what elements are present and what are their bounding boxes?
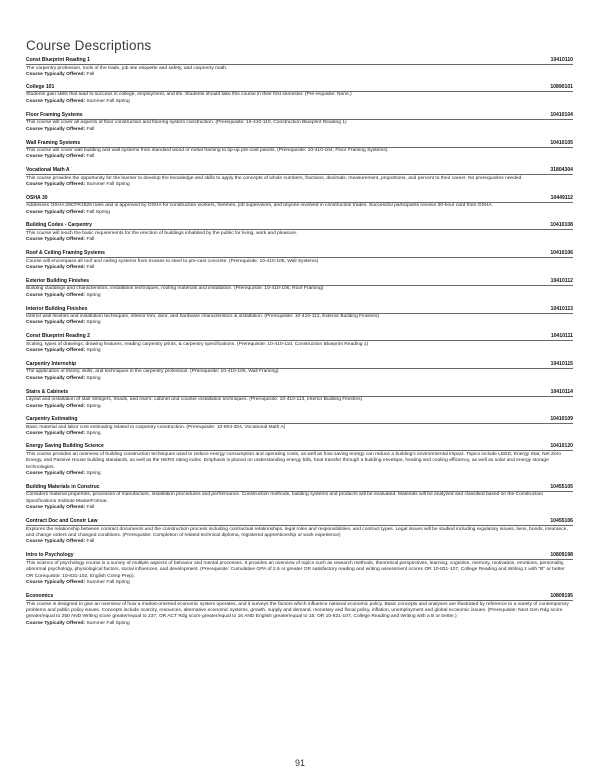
course-header xyxy=(26,389,573,396)
course-description: Layout and installation of stair stringers, treads, and risers; cabinet and counter installation techniques. (Prerequisite: 10-410-113, Interior Building Finishes) xyxy=(26,397,363,403)
course-description: This course will cover wall building and wall systems from standard wood or metal framing to tip-up pre-cast panels. (Prerequisite: 10-410-104, Floor Framing Systems) xyxy=(26,148,388,154)
offered-terms: Spring xyxy=(86,403,101,409)
course-entry xyxy=(26,167,573,188)
course-entry xyxy=(26,443,573,477)
course-header xyxy=(26,84,573,91)
course-header xyxy=(26,278,573,285)
course-header xyxy=(26,195,573,202)
course-title: Carpentry Internship xyxy=(26,360,77,367)
course-code: 10449112 xyxy=(550,194,573,201)
course-code: 10410112 xyxy=(550,277,573,284)
course-title: Stairs & Cabinets xyxy=(26,388,69,395)
course-title: Roof & Ceiling Framing Systems xyxy=(26,250,105,257)
course-code: 10410109 xyxy=(550,416,573,423)
offered-terms: Summer Fall Spring xyxy=(86,98,130,104)
course-description: Scaling, types of drawings, drawing features, reading carpentry prints, & carpentry specifications. (Prerequisite: 10-410-110, Construction Blueprint Reading 1) xyxy=(26,341,369,347)
course-code: 10410105 xyxy=(550,139,573,146)
course-description: Students gain skills that lead to success in college, employment, and life. Students should take this course in their first semester. (Pre-requisite: None.) xyxy=(26,92,352,98)
course-header xyxy=(26,306,573,313)
course-title: Interior Building Finishes xyxy=(26,305,88,312)
course-offered xyxy=(26,72,573,78)
course-code: 10410114 xyxy=(550,388,573,395)
course-code: 10410115 xyxy=(550,360,573,367)
offered-terms: Spring xyxy=(86,470,101,476)
course-offered xyxy=(26,182,573,188)
offered-terms: Fall xyxy=(86,505,95,511)
course-description: Course will encompass all roof and ceiling systems from trusses to steel to pre-cast concrete. (Prerequisite: 10-410-105, Wall Systems) xyxy=(26,258,319,264)
course-offered xyxy=(26,237,573,243)
offered-terms: Fall xyxy=(86,237,95,243)
course-title: Const Blueprint Reading 1 xyxy=(26,57,90,63)
offered-label: Course Typically Offered: xyxy=(26,470,86,476)
course-description: This course will cover all aspects of floor construction and flooring system construction. (Prerequisite: 10-410-110, Construction Blueprint Reading 1) xyxy=(26,120,347,126)
page-number: 91 xyxy=(294,758,305,768)
course-title: Building Codes - Carpentry xyxy=(26,222,92,229)
course-offered xyxy=(26,404,573,410)
course-code: 10410111 xyxy=(550,333,573,340)
course-entry xyxy=(26,518,573,546)
course-title: Exterior Building Finishes xyxy=(26,277,90,284)
course-entry xyxy=(26,112,573,133)
offered-label: Course Typically Offered: xyxy=(26,209,86,215)
offered-terms: Fall xyxy=(86,71,95,77)
course-header xyxy=(26,593,573,600)
course-header xyxy=(26,140,573,147)
course-code: 10455105 xyxy=(550,483,573,490)
offered-label: Course Typically Offered: xyxy=(26,265,86,271)
offered-label: Course Typically Offered: xyxy=(26,182,86,188)
offered-terms: Spring xyxy=(86,431,101,437)
course-entry xyxy=(26,416,573,437)
course-offered xyxy=(26,621,573,627)
course-entry xyxy=(26,250,573,271)
course-entry xyxy=(26,389,573,410)
course-offered xyxy=(26,505,573,511)
offered-terms: Summer Fall Spring xyxy=(86,580,130,586)
offered-label: Course Typically Offered: xyxy=(26,403,86,409)
course-offered xyxy=(26,293,573,299)
course-offered xyxy=(26,471,573,477)
course-code: 10410104 xyxy=(550,111,573,118)
course-entry xyxy=(26,333,573,354)
course-entry xyxy=(26,195,573,216)
course-description: Addresses OSHA 29CFR1926 rules and is approved by OSHA for construction workers, foremen, job supervisors, and anyone involved in construction trades. Successful participants receive 30-hour card from OSHA. xyxy=(26,203,494,209)
course-code: 10410120 xyxy=(550,443,573,450)
course-offered xyxy=(26,210,573,216)
course-offered xyxy=(26,348,573,354)
course-code: 10890101 xyxy=(550,83,573,90)
course-offered xyxy=(26,99,573,105)
course-entry xyxy=(26,57,573,78)
course-title: Floor Framing Systems xyxy=(26,111,83,118)
offered-terms: Spring xyxy=(86,292,101,298)
course-title: Building Materials in Construc xyxy=(26,483,100,490)
offered-terms: Spring xyxy=(86,320,101,326)
course-header xyxy=(26,443,573,450)
course-entry xyxy=(26,306,573,327)
offered-label: Course Typically Offered: xyxy=(26,375,86,381)
offered-label: Course Typically Offered: xyxy=(26,126,86,132)
course-code: 10410106 xyxy=(550,250,573,257)
course-header xyxy=(26,57,573,64)
course-code: 10809198 xyxy=(550,552,573,559)
course-entry xyxy=(26,278,573,299)
course-entry xyxy=(26,552,573,586)
course-code: 10410110 xyxy=(550,57,573,63)
course-title: Wall Framing Systems xyxy=(26,139,81,146)
course-offered xyxy=(26,376,573,382)
course-entry xyxy=(26,484,573,512)
course-offered xyxy=(26,431,573,437)
course-description: Interior wall finishes and installation techniques, interior trim, door, and hardware characteristics & installation. (Prerequisite: 10-410-112, Exterior Building Finishes) xyxy=(26,314,380,320)
offered-label: Course Typically Offered: xyxy=(26,71,86,77)
course-entry xyxy=(26,222,573,243)
course-title: Vocational Math A xyxy=(26,167,70,174)
course-description: Building claddings and characteristics, installation techniques, roofing materials and installation. (Prerequisite: 10-410-106, Roof Framing) xyxy=(26,286,324,292)
course-title: Contract Doc and Constr Law xyxy=(26,518,98,525)
course-header xyxy=(26,484,573,491)
course-description: The application of theory, skills, and techniques in the carpentry profession. (Prerequisite: 10-410-105, Wall Framing) xyxy=(26,369,279,375)
course-description: This science of psychology course is a survey of multiple aspects of behavior and mental processes. It provides an overview of topics such as research methods, theoretical perspectives, learning, cognition, memory, motivation, emotions, personality, abnormal psychology, physiological factors, social influences, and development. (Prerequisite: Cumulative GPA of 2.6 or greater OR satisfactory reading and writing assessment scores OR 10-831-107, College Reading and Writing 1 with "B" or better OR Corequisite: 10-831-102, English Comp Prep). xyxy=(26,560,565,579)
offered-label: Course Typically Offered: xyxy=(26,580,86,586)
offered-label: Course Typically Offered: xyxy=(26,237,86,243)
offered-terms: Fall xyxy=(86,539,95,545)
course-header xyxy=(26,361,573,368)
course-header xyxy=(26,250,573,257)
offered-label: Course Typically Offered: xyxy=(26,539,86,545)
course-code: 10410108 xyxy=(550,222,573,229)
offered-terms: Summer Fall Spring xyxy=(86,620,130,626)
course-description: This course will teach the basic requirements for the erection of buildings inhabited by the public for living, work and pleasure. xyxy=(26,230,298,236)
offered-label: Course Typically Offered: xyxy=(26,292,86,298)
course-code: 31804304 xyxy=(550,167,573,174)
course-offered xyxy=(26,127,573,133)
course-description: This course is designed to give an overview of how a market-oriented economic system operates, and it surveys the factors which influence national economic policy. Basic concepts and analyses are illustrated by reference to a variety of contemporary problems and public policy issues. Concepts include scarcity, resources, alternative economic systems, growth, supply and demand, monetary and fiscal policy, inflation, unemployment and global economic issues. (Prerequisite: Next Gen Rdg score greater/equal to 250 AND Writing score greater/equal to 237, OR ACT Rdg score greater/equal to 16 AND English greater/equal to 15; OR 10-831-107, College Reading and Writing with a B or better.) xyxy=(26,601,569,620)
offered-terms: Spring xyxy=(86,348,101,354)
course-offered xyxy=(26,154,573,160)
course-title: Const Blueprint Reading 2 xyxy=(26,333,90,340)
course-code: 10410113 xyxy=(550,305,573,312)
offered-label: Course Typically Offered: xyxy=(26,620,86,626)
page-title: Course Descriptions xyxy=(26,38,152,53)
course-header xyxy=(26,552,573,559)
course-entry xyxy=(26,140,573,161)
course-header xyxy=(26,333,573,340)
course-description: Considers material properties, processes of manufacture, installation procedures and performance. Construction methods, building systems and products will be evaluated. Materials will be analyzed and classified based on the Construction Specifications Institute MasterFormat. xyxy=(26,492,544,504)
course-header xyxy=(26,222,573,229)
offered-terms: Fall xyxy=(86,154,95,160)
course-entry xyxy=(26,361,573,382)
offered-label: Course Typically Offered: xyxy=(26,431,86,437)
course-title: OSHA 30 xyxy=(26,194,48,201)
course-entry xyxy=(26,593,573,627)
course-description: Explores the relationship between contract documents and the construction process including contractual relationships, legal roles and responsibilities, and contract types. Legal issues will be studied including regulatory issues, liens, bonds, insurance, and change orders and changed conditions. (Prerequisite: Completion of related technical diploma, registered apprenticeship or work experience) xyxy=(26,526,568,538)
course-description: The carpentry profession, tools of the trade, job site etiquette and safety, and carpentry math. xyxy=(26,65,228,71)
course-offered xyxy=(26,265,573,271)
offered-terms: Summer Fall Spring xyxy=(86,182,130,188)
course-title: Carpentry Estimating xyxy=(26,416,78,423)
offered-terms: Fall xyxy=(86,126,95,132)
course-description: This course provides an overview of building construction techniques used to reduce energy consumption and operating costs, as well as how saving energy can reduce a building's environmental impact. Topics include LEED, Energy Star, Net Zero Energy, and Passive House building standards, as well as the HERS rating index. Emphasis is placed on understanding energy bills, heat transfer through a building envelope, heating and cooling efficiency, as well as solar and energy storage technologies. xyxy=(26,451,562,470)
course-header xyxy=(26,518,573,525)
course-description: Basic material and labor cost estimating related to carpentry construction. (Prerequisite: 10-804-304, Vocational Math A) xyxy=(26,424,286,430)
course-title: College 101 xyxy=(26,83,55,90)
course-header xyxy=(26,167,573,174)
course-entry xyxy=(26,84,573,105)
course-offered xyxy=(26,320,573,326)
offered-label: Course Typically Offered: xyxy=(26,348,86,354)
offered-terms: Fall Spring xyxy=(86,209,110,215)
course-description: This course provides the opportunity for the learner to develop the knowledge and skills to apply the concepts of whole numbers, fractions, decimals, measurement, proportions, and percent to their career. No prerequisites needed. xyxy=(26,175,523,181)
offered-label: Course Typically Offered: xyxy=(26,98,86,104)
offered-terms: Spring xyxy=(86,375,101,381)
offered-label: Course Typically Offered: xyxy=(26,154,86,160)
course-list xyxy=(26,57,573,627)
course-code: 10809195 xyxy=(550,593,573,600)
course-offered xyxy=(26,580,573,586)
offered-label: Course Typically Offered: xyxy=(26,320,86,326)
course-offered xyxy=(26,539,573,545)
course-title: Intro to Psychology xyxy=(26,552,74,559)
course-header xyxy=(26,416,573,423)
course-title: Energy Saving Building Science xyxy=(26,443,104,450)
offered-terms: Fall xyxy=(86,265,95,271)
course-title: Economics xyxy=(26,593,54,600)
course-code: 10455106 xyxy=(550,518,573,525)
course-header xyxy=(26,112,573,119)
offered-label: Course Typically Offered: xyxy=(26,505,86,511)
